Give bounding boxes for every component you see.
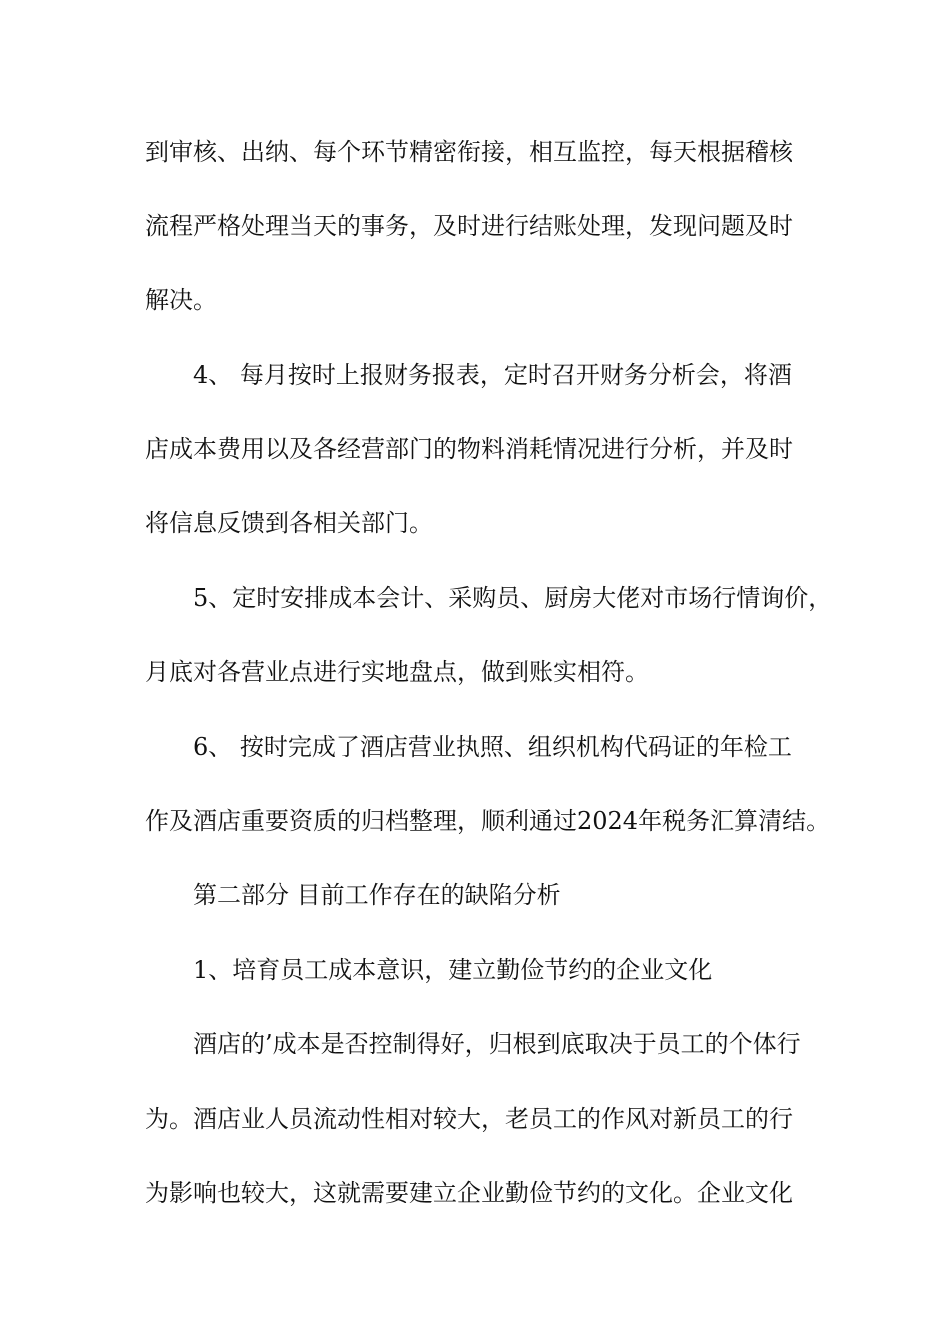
numbered-paragraph-5: 5、定时安排成本会计、采购员、厨房大佬对市场行情询价， (193, 584, 833, 612)
text-line: 流程严格处理当天的事务，及时进行结账处理，发现问题及时 (145, 212, 793, 240)
text-line: 到审核、出纳、每个环节精密衔接，相互监控，每天根据稽核 (145, 138, 793, 166)
subsection-heading: 1、培育员工成本意识，建立勤俭节约的企业文化 (193, 956, 713, 984)
text-line: 将信息反馈到各相关部门。 (145, 509, 433, 537)
numbered-paragraph-6: 6、 按时完成了酒店营业执照、组织机构代码证的年检工 (193, 733, 792, 761)
text-line: 解决。 (145, 286, 217, 314)
text-line: 作及酒店重要资质的归档整理，顺利通过2024年税务汇算清结。 (145, 807, 831, 835)
text-line: 店成本费用以及各经营部门的物料消耗情况进行分析，并及时 (145, 435, 793, 463)
text-line: 月底对各营业点进行实地盘点，做到账实相符。 (145, 658, 649, 686)
text-line: 为。酒店业人员流动性相对较大，老员工的作风对新员工的行 (145, 1105, 793, 1133)
text-line: 为影响也较大，这就需要建立企业勤俭节约的文化。企业文化 (145, 1179, 793, 1207)
paragraph-start: 酒店的’成本是否控制得好，归根到底取决于员工的个体行 (193, 1030, 801, 1058)
section-heading: 第二部分 目前工作存在的缺陷分析 (193, 881, 561, 909)
numbered-paragraph-4: 4、 每月按时上报财务报表，定时召开财务分析会，将酒 (193, 361, 792, 389)
